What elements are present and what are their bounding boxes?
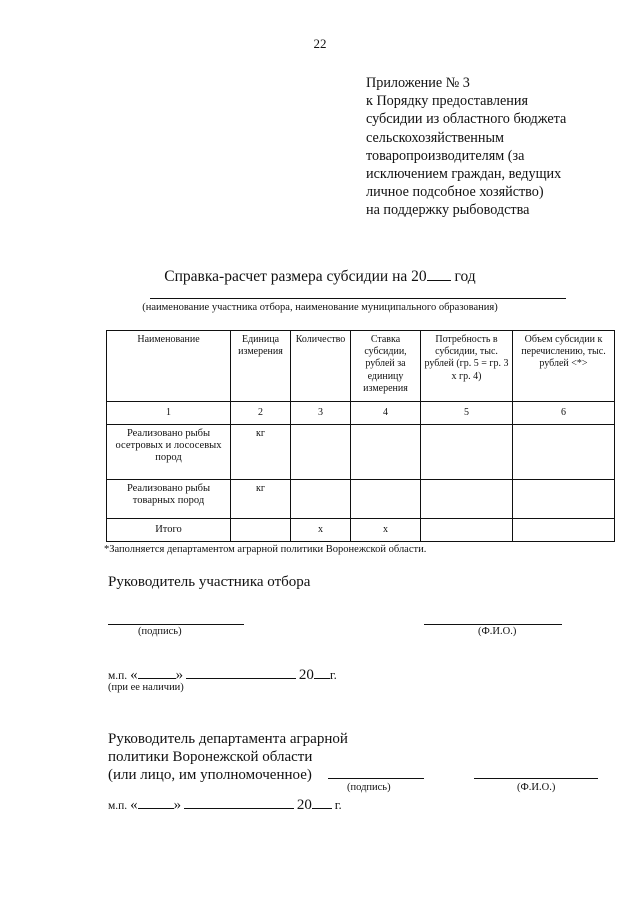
- document-title: [0, 268, 640, 286]
- column-number: 6: [513, 402, 615, 425]
- page-number: 22: [313, 36, 327, 51]
- row-quantity: [291, 480, 351, 519]
- appendix-line: исключением граждан, ведущих: [366, 166, 562, 183]
- column-header: Ставка субсидии, рублей за единицу измерения: [351, 331, 421, 402]
- stamp-mp-label: м.п.: [108, 800, 128, 812]
- column-number: 3: [291, 402, 351, 425]
- calculation-table: [106, 330, 615, 542]
- column-number: 1: [107, 402, 231, 425]
- appendix-line: на поддержку рыбоводства: [366, 202, 530, 219]
- month-blank: [186, 666, 296, 679]
- total-volume: [513, 519, 615, 542]
- stamp-mp-label: м.п.: [108, 670, 128, 682]
- department-head-heading: [108, 730, 348, 784]
- row-volume: [513, 480, 615, 519]
- row-name: Реализовано рыбы товарных пород: [107, 480, 231, 519]
- day-blank: [138, 666, 176, 679]
- year-prefix: 20: [298, 667, 314, 683]
- row-need: [421, 425, 513, 480]
- column-number: 4: [351, 402, 421, 425]
- row-rate: [351, 480, 421, 519]
- total-unit: [231, 519, 291, 542]
- participant-signature-caption: (подпись): [138, 626, 182, 637]
- title-prefix: Справка-расчет размера субсидии на 20: [164, 268, 427, 285]
- appendix-line: товаропроизводителям (за: [366, 147, 525, 164]
- table-header-row: [107, 331, 615, 402]
- row-rate: [351, 425, 421, 480]
- participant-name-caption: (наименование участника отбора, наименование муниципального образования): [142, 302, 498, 313]
- column-number-row: [107, 402, 615, 425]
- day-blank: [138, 796, 174, 809]
- year-blank: [427, 268, 451, 281]
- total-row: [107, 519, 615, 542]
- row-need: [421, 480, 513, 519]
- month-blank: [184, 796, 294, 809]
- year-prefix: 20: [296, 797, 312, 813]
- year-suffix: г.: [329, 667, 337, 682]
- department-heading-line: Руководитель департамента аграрной: [108, 731, 348, 747]
- row-quantity: [291, 425, 351, 480]
- participant-name-line: [150, 298, 566, 299]
- department-heading-line: политики Воронежской области: [108, 749, 313, 765]
- table-row: [107, 425, 615, 480]
- date-open-quote: «: [130, 797, 138, 813]
- participant-head-heading: Руководитель участника отбора: [108, 574, 311, 590]
- table-row: [107, 480, 615, 519]
- participant-signature-line: [108, 624, 244, 625]
- total-quantity: х: [291, 519, 351, 542]
- row-name: Реализовано рыбы осетровых и лососевых пород: [107, 425, 231, 480]
- participant-fio-caption: (Ф.И.О.): [478, 626, 517, 637]
- column-number: 2: [231, 402, 291, 425]
- title-suffix: год: [454, 268, 476, 285]
- department-stamp-date: [108, 796, 342, 814]
- appendix-line: сельскохозяйственным: [366, 129, 505, 146]
- department-fio-caption: (Ф.И.О.): [517, 782, 556, 793]
- column-header: Потребность в субсидии, тыс. рублей (гр. 5 = гр. 3 х гр. 4): [421, 331, 513, 402]
- year-blank: [314, 666, 330, 679]
- row-volume: [513, 425, 615, 480]
- date-open-quote: «: [130, 667, 138, 683]
- stamp-note: (при ее наличии): [108, 682, 184, 693]
- column-header: Количество: [291, 331, 351, 402]
- department-signature-caption: (подпись): [347, 782, 391, 793]
- row-unit: кг: [231, 480, 291, 519]
- year-suffix: г.: [334, 797, 342, 812]
- department-fio-line: [474, 778, 598, 779]
- participant-fio-line: [424, 624, 562, 625]
- department-heading-line: (или лицо, им уполномоченное): [108, 767, 312, 783]
- total-need: [421, 519, 513, 542]
- appendix-line: субсидии из областного бюджета: [366, 111, 567, 128]
- row-unit: кг: [231, 425, 291, 480]
- appendix-line: Приложение № 3: [366, 75, 470, 91]
- appendix-block: [366, 74, 606, 220]
- column-header: Единица измерения: [231, 331, 291, 402]
- date-close-quote: »: [173, 797, 182, 813]
- footnote: *Заполняется департаментом аграрной политики Воронежской области.: [104, 544, 427, 555]
- column-number: 5: [421, 402, 513, 425]
- total-label: Итого: [107, 519, 231, 542]
- total-rate: х: [351, 519, 421, 542]
- appendix-line: к Порядку предоставления: [366, 93, 528, 110]
- date-close-quote: »: [175, 667, 184, 683]
- appendix-line: личное подсобное хозяйство): [366, 184, 544, 201]
- year-blank: [312, 796, 332, 809]
- column-header: Наименование: [107, 331, 231, 402]
- column-header: Объем субсидии к перечислению, тыс. рублей <*>: [513, 331, 615, 402]
- department-signature-line: [328, 778, 424, 779]
